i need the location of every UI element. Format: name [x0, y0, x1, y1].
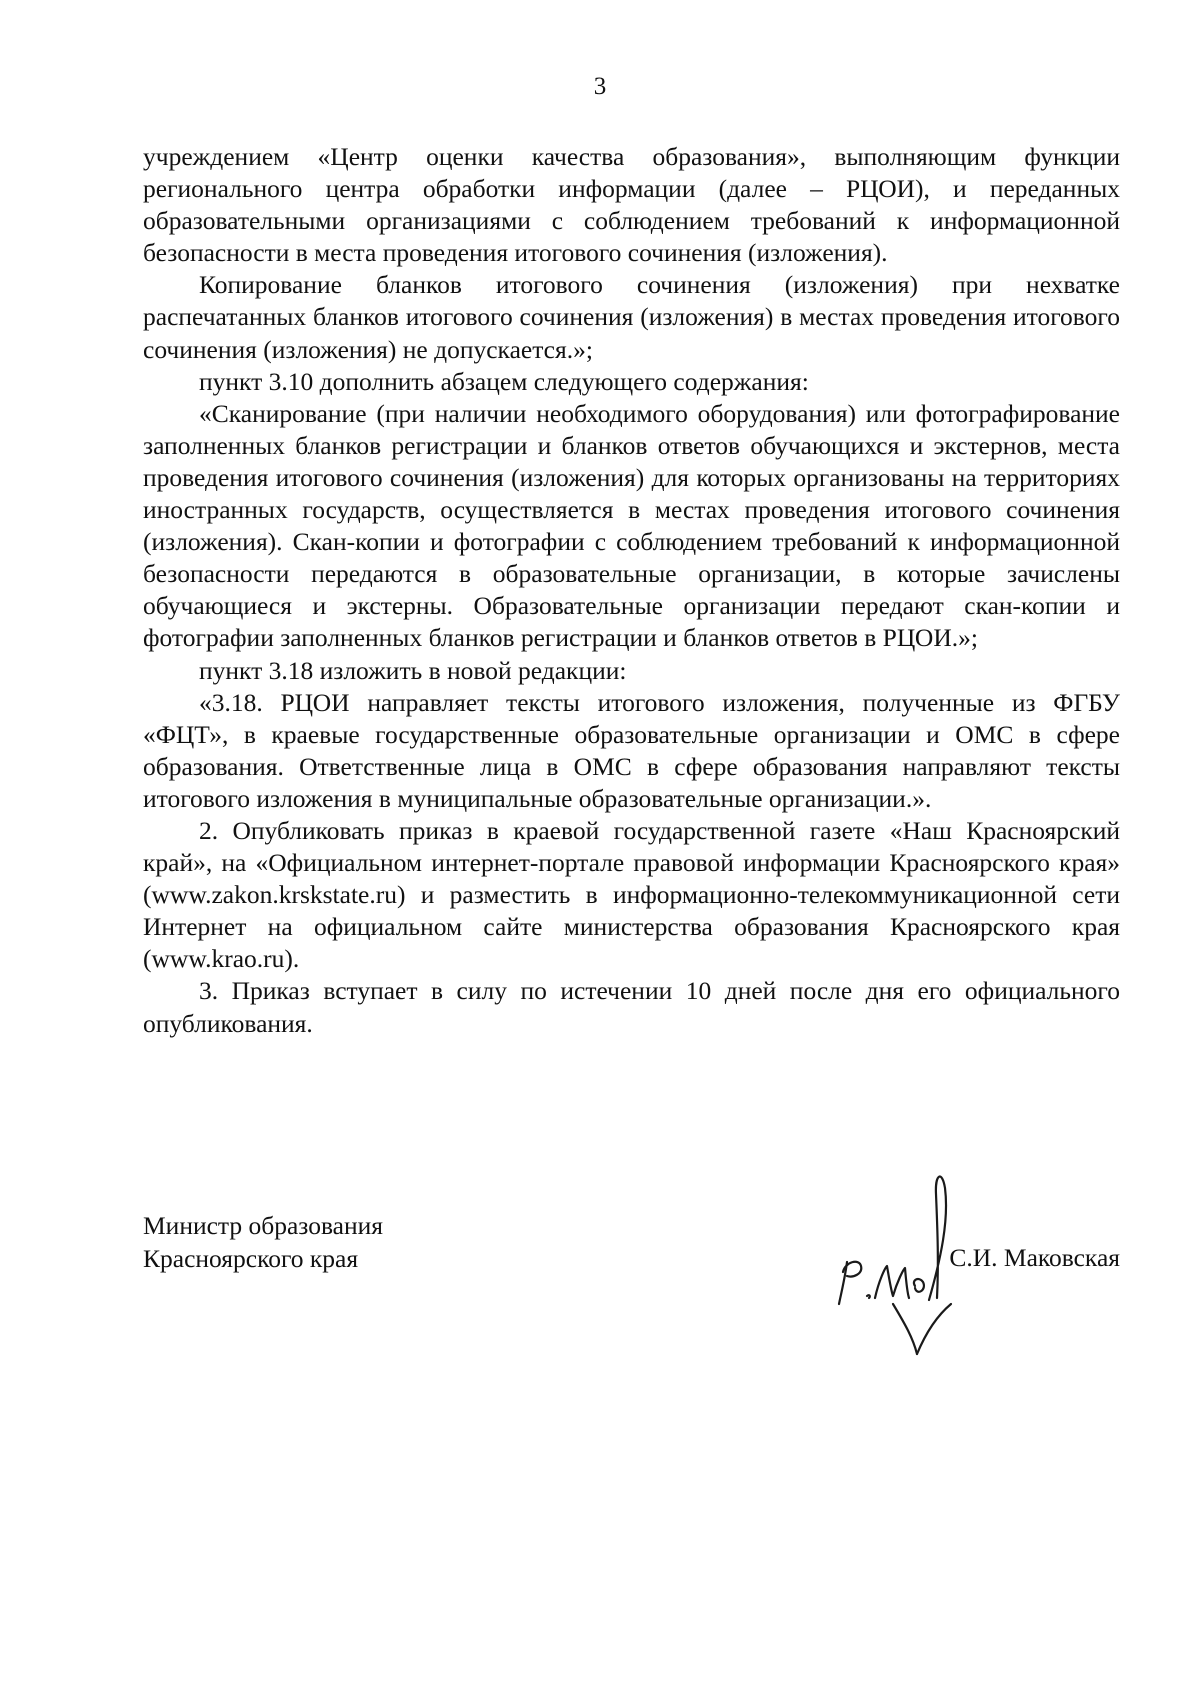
- document-body: [143, 141, 1120, 1040]
- paragraph-continuation: учреждением «Центр оценки качества образования», выполняющим функции регионального центра обработки информации (далее – РЦОИ), и переданных образовательными организациями с соблюдением требований к информационной безопасности в места проведения итогового сочинения (изложения).: [143, 142, 1120, 268]
- signer-name: С.И. Маковская: [949, 1243, 1120, 1272]
- paragraph-amend-3-10: пункт 3.10 дополнить абзацем следующего содержания:: [199, 366, 809, 396]
- paragraph-scanning: «Сканирование (при наличии необходимого оборудования) или фотографирование заполненных бланков регистрации и бланков ответов обучающихся и экстернов, места проведения итогового сочинения (изложения) для которых организованы на территориях иностранных государств, осуществляется в местах проведения итогового сочинения (изложения). Скан-копии и фотографии с соблюдением требований к информационной безопасности передаются в образовательные организации, в которые зачислены обучающиеся и экстерны. Образовательные организации передают скан-копии и фотографии заполненных бланков регистрации и бланков ответов в РЦОИ.»;: [143, 398, 1120, 653]
- paragraph-publish-order: 2. Опубликовать приказ в краевой государственной газете «Наш Красноярский край», на «Официальном интернет-портале правовой информации Красноярского края» (www.zakon.krskstate.ru) и разместить в информационно-телекоммуникационной сети Интернет на официальном сайте министерства образования Красноярского края (www.krao.ru).: [143, 815, 1120, 974]
- paragraph-effective-date: 3. Приказ вступает в силу по истечении 10 дней после дня его официального опубликования.: [143, 976, 1120, 1038]
- signer-title: [143, 1210, 383, 1275]
- paragraph-copy-prohibition: Копирование бланков итогового сочинения (изложения) при нехватке распечатанных бланков итогового сочинения (изложения) в местах проведения итогового сочинения (изложения) не допускается.»;: [143, 270, 1120, 364]
- page-number: 3: [593, 73, 607, 100]
- paragraph-amend-3-18: пункт 3.18 изложить в новой редакции:: [199, 655, 627, 685]
- signature-block: [143, 1210, 1120, 1330]
- paragraph-3-18-text: «3.18. РЦОИ направляет тексты итогового изложения, полученные из ФГБУ «ФЦТ», в краевые государственные образовательные организации и ОМС в сфере образования. Ответственные лица в ОМС в сфере образования направляют тексты итогового изложения в муниципальные образовательные организации.».: [143, 687, 1120, 813]
- signer-title-line1: Министр образования: [143, 1211, 384, 1240]
- signer-title-line2: Красноярского края: [143, 1243, 359, 1273]
